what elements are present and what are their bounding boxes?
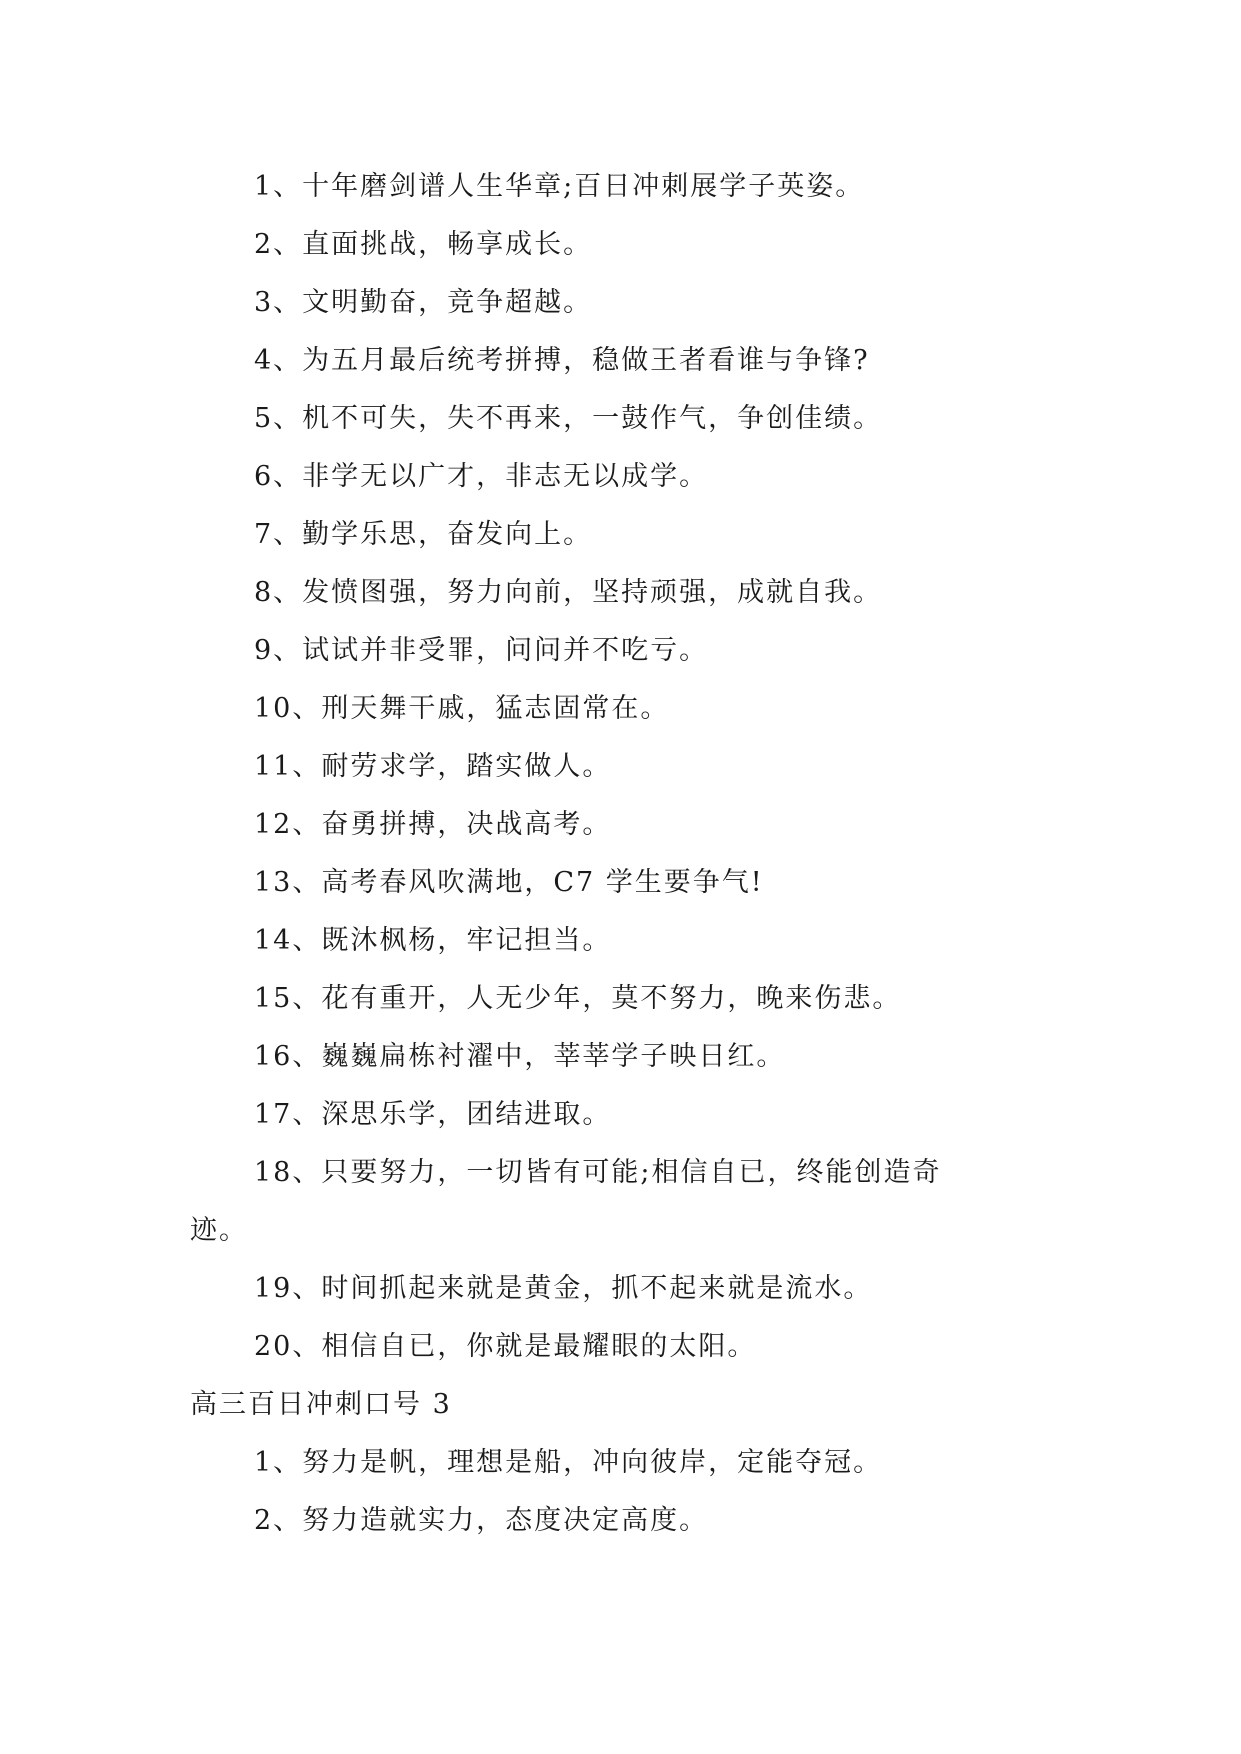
list-item: 2、努力造就实力，态度决定高度。 <box>254 1505 709 1536</box>
list-item: 12、奋勇拼搏，决战高考。 <box>254 809 612 840</box>
list-item: 15、花有重开，人无少年，莫不努力，晚来伤悲。 <box>254 983 902 1014</box>
list-item: 1、努力是帆，理想是船，冲向彼岸，定能夺冠。 <box>254 1447 883 1478</box>
list-item-18-line2: 迹。 <box>190 1215 248 1246</box>
list-item-18-line1: 18、只要努力，一切皆有可能;相信自已，终能创造奇 <box>254 1157 942 1188</box>
list-item: 1、十年磨剑谱人生华章;百日冲刺展学子英姿。 <box>254 171 865 202</box>
list-item: 14、既沐枫杨，牢记担当。 <box>254 925 612 956</box>
list-item: 3、文明勤奋，竞争超越。 <box>254 287 593 318</box>
list-item: 10、刑天舞干戚，猛志固常在。 <box>254 693 670 724</box>
list-item: 4、为五月最后统考拼搏，稳做王者看谁与争锋? <box>254 345 870 376</box>
list-item: 2、直面挑战，畅享成长。 <box>254 229 593 260</box>
list-item: 16、巍巍扁栋衬濯中，莘莘学子映日红。 <box>254 1041 786 1072</box>
list-item: 7、勤学乐思，奋发向上。 <box>254 519 593 550</box>
section-heading: 高三百日冲刺口号 3 <box>190 1389 452 1420</box>
list-item: 19、时间抓起来就是黄金，抓不起来就是流水。 <box>254 1273 873 1304</box>
list-item: 6、非学无以广才，非志无以成学。 <box>254 461 709 492</box>
list-item: 17、深思乐学，团结进取。 <box>254 1099 612 1130</box>
list-item: 11、耐劳求学，踏实做人。 <box>254 751 612 782</box>
document-body <box>190 158 1050 1550</box>
list-item: 8、发愤图强，努力向前，坚持顽强，成就自我。 <box>254 577 883 608</box>
list-item: 9、试试并非受罪，问问并不吃亏。 <box>254 635 709 666</box>
list-item: 13、高考春风吹满地，C7 学生要争气! <box>254 867 764 898</box>
list-item: 5、机不可失，失不再来，一鼓作气，争创佳绩。 <box>254 403 883 434</box>
list-item: 20、相信自已，你就是最耀眼的太阳。 <box>254 1331 757 1362</box>
